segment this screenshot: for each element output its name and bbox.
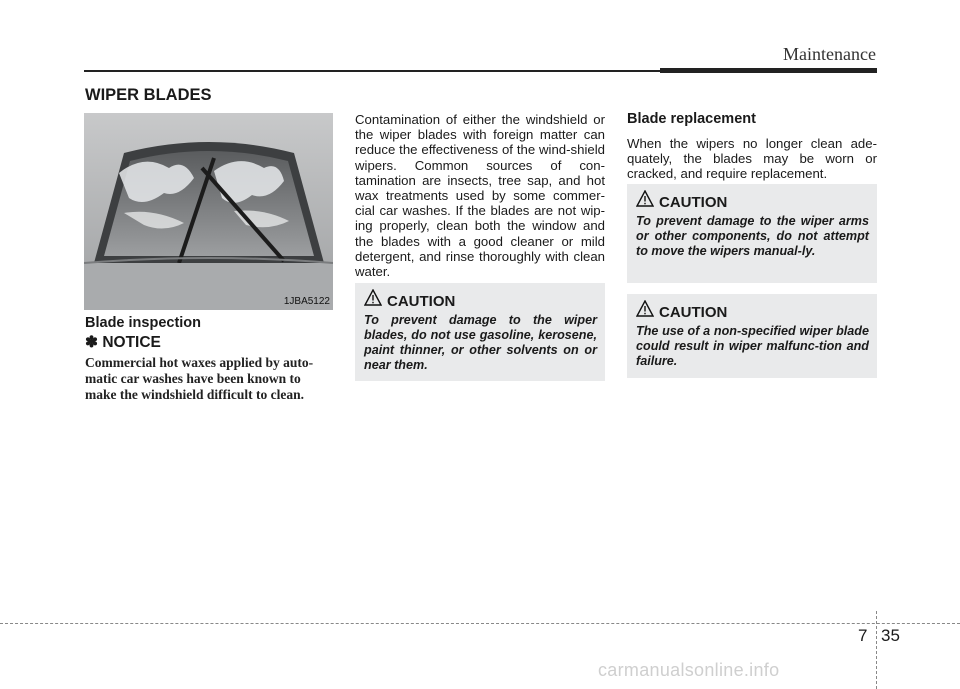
- contamination-paragraph: Contamination of either the windshield or the wiper blades with foreign matter can reduce the effectiveness of the wind-shield wipers. Common sources of con-tamination are insects, tree sap, and hot wax treatments used by some commer-cial car washes. If the blades are not wip-ing properly, clean both the window and the blades with a good cleaner or mild detergent, and rinse thoroughly with clean water.: [355, 112, 605, 280]
- caution-title: [659, 194, 869, 211]
- watermark: carmanualsonline.info: [598, 660, 780, 680]
- windshield-wiper-illustration: [84, 113, 333, 310]
- caution-text: To prevent damage to the wiper arms or other components, do not attempt to move the wipers manual-ly.: [636, 214, 869, 258]
- caution-box-non-specified-blade: [627, 294, 877, 378]
- notice-symbol-icon: ✽: [85, 334, 98, 351]
- notice-text: Commercial hot waxes applied by auto-matic car washes have been known to make the windshield difficult to clean.: [85, 355, 314, 402]
- subheading-blade-inspection: Blade inspection: [85, 315, 202, 331]
- footer-rule: [0, 623, 960, 624]
- warning-triangle-icon: [636, 300, 654, 318]
- footer-separator: [876, 611, 877, 689]
- caution-title-text: CAUTION: [659, 304, 728, 321]
- notice-label: NOTICE: [102, 334, 161, 351]
- windshield-wiper-figure: [84, 113, 333, 310]
- subheading-blade-replacement: Blade replacement: [627, 111, 756, 127]
- column-1: [85, 315, 334, 403]
- notice-heading: [85, 333, 334, 352]
- caution-title: [387, 293, 597, 310]
- caution-title-text: CAUTION: [659, 194, 728, 211]
- chapter-number: 7: [858, 626, 868, 645]
- section-title: WIPER BLADES: [85, 86, 212, 104]
- caution-title: [659, 304, 869, 321]
- caution-text: To prevent damage to the wiper blades, do not use gasoline, kerosene, paint thinner, or other solvents on or near them.: [364, 313, 597, 372]
- warning-triangle-icon: [636, 190, 654, 208]
- replacement-paragraph: When the wipers no longer clean ade-quately, the blades may be worn or cracked, and require replacement.: [627, 136, 877, 182]
- header-rule-accent: [660, 68, 877, 73]
- caution-box-manual-move: [627, 184, 877, 283]
- column-3: [627, 111, 877, 182]
- caution-title-text: CAUTION: [387, 293, 456, 310]
- warning-triangle-icon: [364, 289, 382, 307]
- header-rule: [84, 70, 661, 72]
- caution-box-solvents: [355, 283, 605, 381]
- running-header: Maintenance: [783, 44, 876, 64]
- page-number: 35: [881, 626, 900, 645]
- column-2: [355, 112, 605, 279]
- caution-text: The use of a non-specified wiper blade could result in wiper malfunc-tion and failure.: [636, 324, 869, 368]
- figure-code: 1JBA5122: [283, 296, 330, 307]
